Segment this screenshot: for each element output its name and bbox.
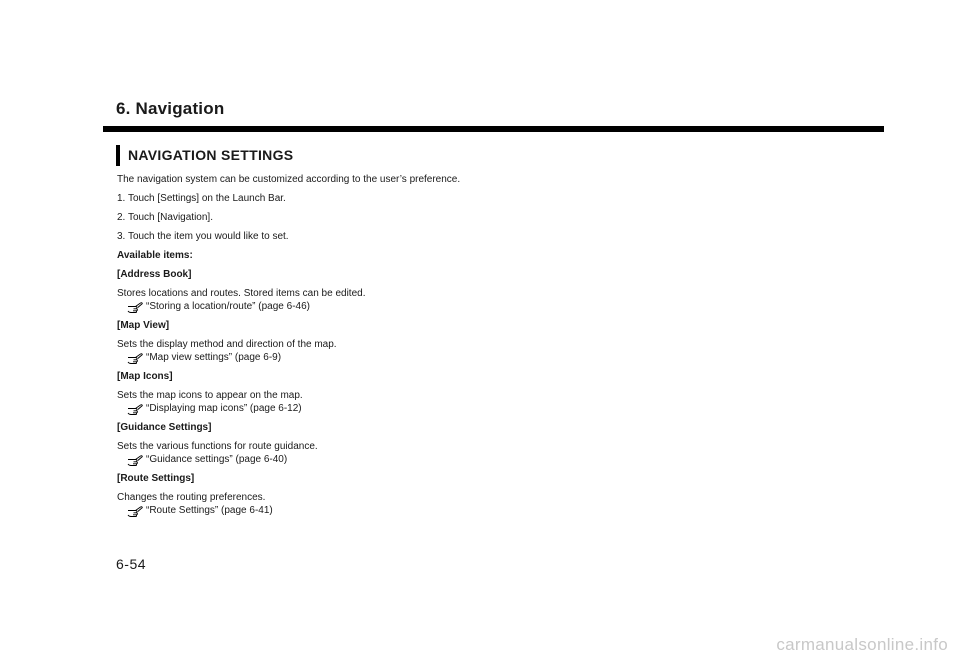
reference-text: “Storing a location/route” (page 6-46) [146, 301, 310, 312]
pointing-hand-icon [127, 455, 143, 466]
reference-text: “Route Settings” (page 6-41) [146, 505, 273, 516]
item-reference-link[interactable] [117, 454, 637, 466]
intro-text: The navigation system can be customized according to the user’s preference. [117, 174, 461, 185]
reference-text: “Map view settings” (page 6-9) [146, 352, 282, 363]
item-heading-route-settings: [Route Settings] [117, 473, 195, 484]
step-3: 3. Touch the item you would like to set. [117, 231, 289, 242]
page-number: 6-54 [116, 556, 147, 572]
section-title: NAVIGATION SETTINGS [128, 147, 294, 163]
item-description: Changes the routing preferences. [117, 492, 266, 503]
item-heading-address-book: [Address Book] [117, 269, 192, 280]
pointing-hand-icon [127, 302, 143, 313]
pointing-hand-icon [127, 506, 143, 517]
reference-text: “Guidance settings” (page 6-40) [146, 454, 288, 465]
reference-text: “Displaying map icons” (page 6-12) [146, 403, 302, 414]
chapter-title: 6. Navigation [116, 99, 225, 118]
pointing-hand-icon [127, 353, 143, 364]
content-body [117, 174, 637, 524]
watermark: carmanualsonline.info [776, 635, 948, 654]
item-heading-map-icons: [Map Icons] [117, 371, 173, 382]
item-description: Sets the various functions for route guidance. [117, 441, 318, 452]
item-reference-link[interactable] [117, 403, 637, 415]
item-description: Sets the display method and direction of the map. [117, 339, 337, 350]
item-reference-link[interactable] [117, 301, 637, 313]
item-heading-guidance-settings: [Guidance Settings] [117, 422, 212, 433]
section-marker [116, 145, 120, 166]
step-1: 1. Touch [Settings] on the Launch Bar. [117, 193, 286, 204]
item-description: Sets the map icons to appear on the map. [117, 390, 303, 401]
step-2: 2. Touch [Navigation]. [117, 212, 213, 223]
item-heading-map-view: [Map View] [117, 320, 170, 331]
item-description: Stores locations and routes. Stored items can be edited. [117, 288, 366, 299]
item-reference-link[interactable] [117, 352, 637, 364]
available-items-heading: Available items: [117, 250, 193, 261]
item-reference-link[interactable] [117, 505, 637, 517]
chapter-rule [103, 126, 884, 132]
pointing-hand-icon [127, 404, 143, 415]
